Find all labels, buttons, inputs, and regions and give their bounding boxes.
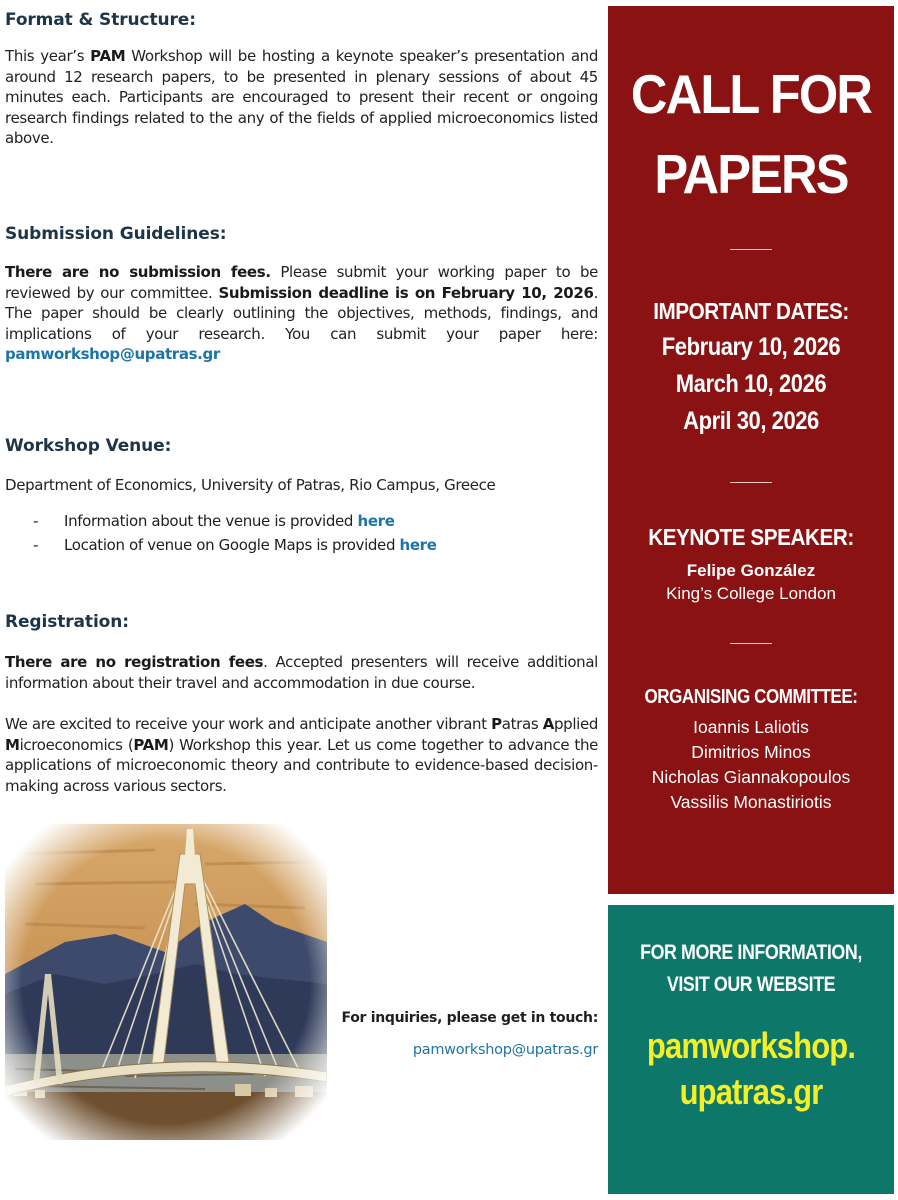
format-heading: Format & Structure: [5, 10, 196, 30]
inquiry-label: For inquiries, please get in touch: [341, 1010, 598, 1026]
more-info-line1: FOR MORE INFORMATION, [640, 941, 862, 964]
committee-member: Vassilis Monastiriotis [670, 792, 832, 812]
registration-heading: Registration: [5, 612, 129, 632]
venue-map-link[interactable]: here [399, 536, 437, 554]
venue-info-link[interactable]: here [357, 512, 395, 530]
submission-heading: Submission Guidelines: [5, 224, 227, 244]
date-item: April 30, 2026 [683, 407, 819, 435]
keynote-heading: KEYNOTE SPEAKER: [648, 524, 854, 550]
committee-member: Nicholas Giannakopoulos [651, 767, 851, 787]
submission-email-link[interactable]: pamworkshop@upatras.gr [5, 345, 220, 363]
inquiry-email-link[interactable]: pamworkshop@upatras.gr [412, 1042, 598, 1058]
format-paragraph: This year’s PAM Workshop will be hosting a keynote speaker’s presentation and around 12 research papers, to be presented in plenary sessions of about 45 minutes each. Participants are encouraged to present their recent or ongoing research findings related to the any of the fields of applied microeconomics listed above. [5, 47, 598, 147]
divider [730, 643, 772, 644]
important-dates-heading: IMPORTANT DATES: [653, 298, 849, 324]
registration-paragraph: There are no registration fees. Accepted presenters will receive additional information about their travel and accommodation in due course. [5, 653, 598, 692]
venue-heading: Workshop Venue: [5, 436, 172, 456]
submission-paragraph: There are no submission fees. Please submit your working paper to be reviewed by our committee. Submission deadline is on February 10, 2026. The paper should be clearly outlining the objectives, methods, findings, and implications of your research. You can submit your paper here: pamworkshop@upatras.gr [5, 263, 598, 363]
cfp-title-line2: PAPERS [654, 143, 848, 205]
divider [730, 249, 772, 250]
inquiry-block [342, 1010, 599, 1058]
cfp-title-line1: CALL FOR [630, 63, 872, 125]
bridge-painting [5, 824, 327, 1140]
committee-member: Ioannis Laliotis [693, 717, 809, 737]
keynote-name: Felipe González [686, 561, 816, 580]
more-info-line2: VISIT OUR WEBSITE [666, 973, 836, 996]
keynote-affiliation: King’s College London [666, 584, 836, 603]
committee-member: Dimitrios Minos [691, 742, 811, 762]
website-panel [608, 905, 894, 1194]
list-item: - Information about the venue is provided here [33, 512, 395, 530]
website-link-line2[interactable]: upatras.gr [679, 1071, 823, 1112]
website-link-line1[interactable]: pamworkshop. [646, 1025, 856, 1066]
venue-links-list [33, 509, 593, 557]
list-item: - Location of venue on Google Maps is provided here [33, 536, 437, 554]
divider [730, 482, 772, 483]
date-item: March 10, 2026 [675, 370, 827, 398]
closing-paragraph: We are excited to receive your work and anticipate another vibrant Patras Applied Microeconomics (PAM) Workshop this year. Let us come together to advance the applications of microeconomic theory and contribute to evidence-based decision-making across various sectors. [5, 715, 599, 795]
venue-address: Department of Economics, University of Patras, Rio Campus, Greece [5, 476, 496, 494]
call-for-papers-panel [608, 6, 894, 894]
date-item: February 10, 2026 [661, 333, 841, 361]
committee-heading: ORGANISING COMMITTEE: [644, 686, 858, 708]
